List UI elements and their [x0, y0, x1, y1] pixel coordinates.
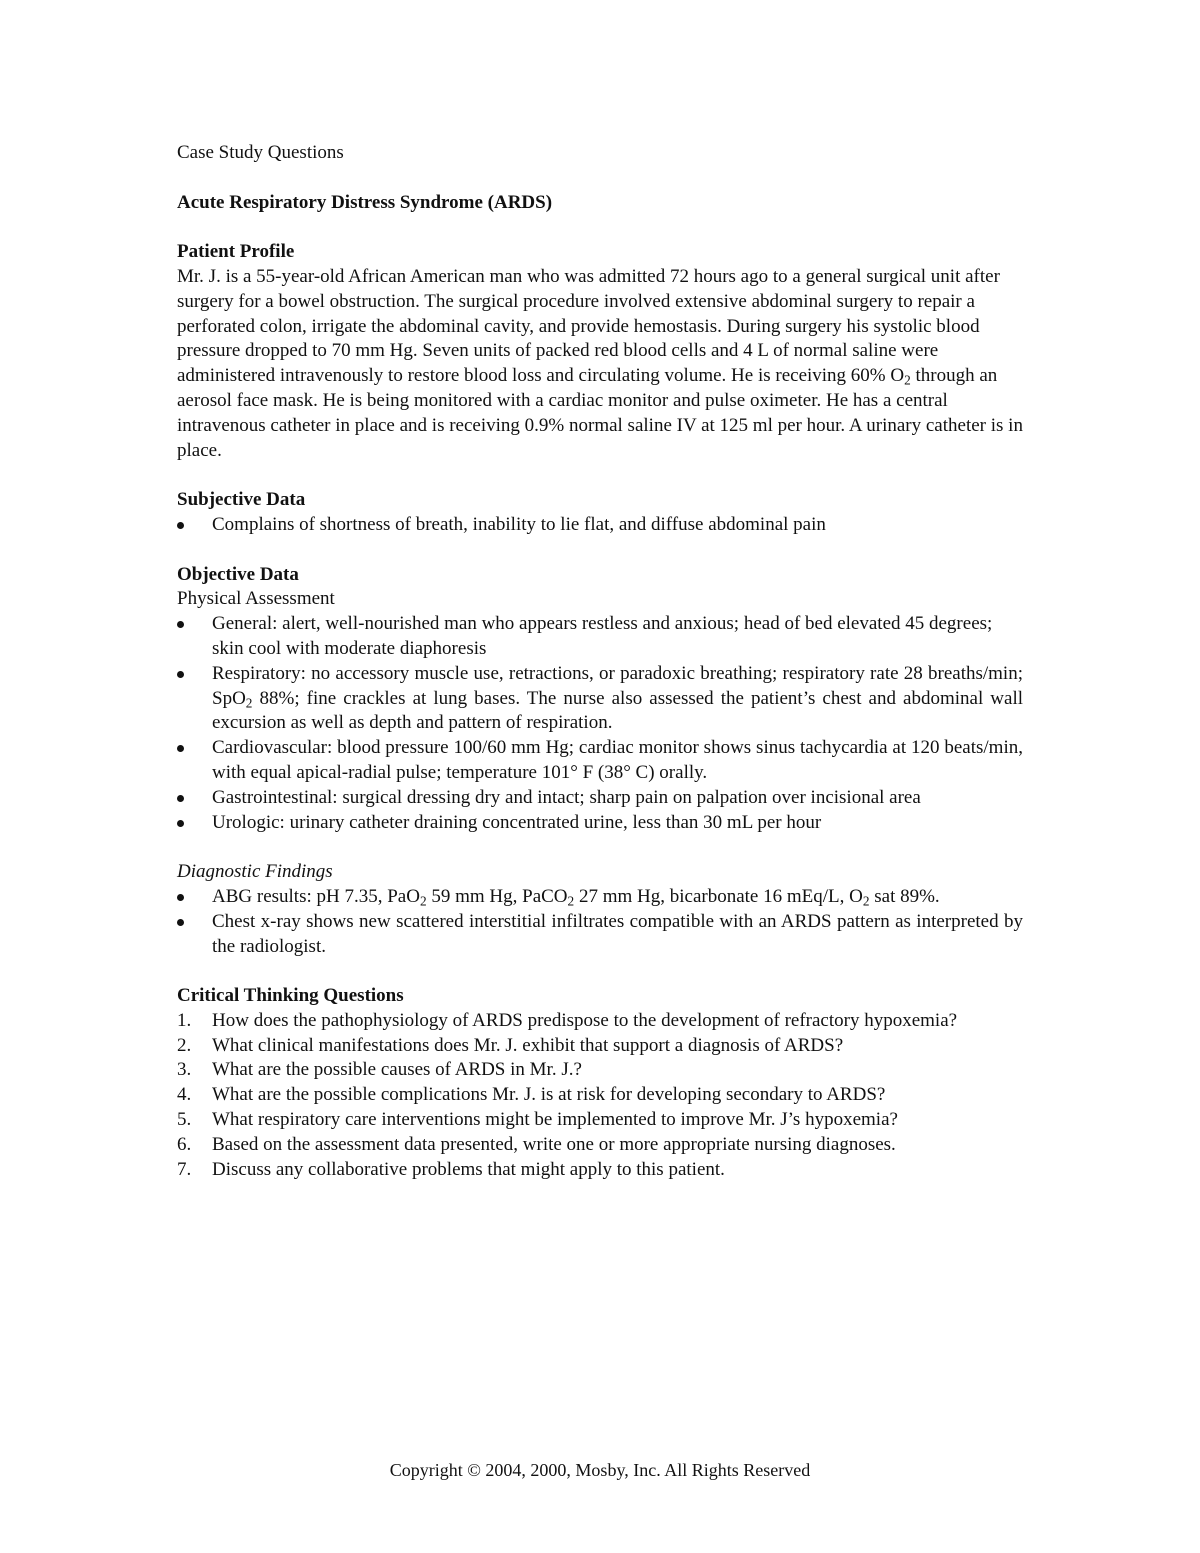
list-item-text: ABG results: pH 7.35, PaO: [212, 885, 420, 907]
list-item-text: How does the pathophysiology of ARDS predispose to the development of refractory hypoxemia?: [212, 1009, 958, 1031]
document-title: Acute Respiratory Distress Syndrome (ARDS): [177, 191, 553, 213]
diagnostic-findings-heading: Diagnostic Findings: [177, 861, 333, 883]
subjective-data-list: [177, 513, 1023, 538]
list-number: 7.: [177, 1158, 192, 1180]
physical-assessment-list: [177, 612, 1023, 835]
list-item-text: What respiratory care interventions might be implemented to improve Mr. J’s hypoxemia?: [212, 1109, 898, 1131]
list-item: [177, 885, 1023, 910]
list-item: [177, 811, 1023, 836]
patient-profile-text-part: through an aerosol face mask. He is being monitored with a cardiac monitor and pulse oximeter. He has a central intravenous catheter in place and is receiving 0.9% normal saline IV at 125 ml per hour. A urinary catheter is in place.: [177, 365, 1023, 461]
list-item-text: Cardiovascular: blood pressure 100/60 mm Hg; cardiac monitor shows sinus tachycardia at 120 beats/min, with equal apical-radial pulse; temperature 101° F (38° C) orally.: [212, 737, 1023, 783]
subjective-data-section: [177, 488, 1023, 538]
o2-sat-subscript: 2: [862, 893, 870, 909]
bullet-icon: [177, 745, 184, 752]
list-item-text: 27 mm Hg, bicarbonate 16 mEq/L, O: [574, 885, 863, 907]
list-item-text: What are the possible causes of ARDS in Mr. J.?: [212, 1059, 582, 1081]
bullet-icon: [177, 621, 184, 628]
critical-thinking-heading: Critical Thinking Questions: [177, 985, 404, 1007]
list-item: [177, 1009, 1023, 1034]
bullet-icon: [177, 919, 184, 926]
pao2-subscript: 2: [419, 893, 427, 909]
list-item: [177, 1083, 1023, 1108]
bullet-icon: [177, 671, 184, 678]
list-item-text: Based on the assessment data presented, write one or more appropriate nursing diagnoses.: [212, 1133, 896, 1155]
objective-data-section: [177, 563, 1023, 836]
list-item-text: General: alert, well-nourished man who appears restless and anxious; head of bed elevated 45 degrees; skin cool with moderate diaphoresis: [212, 613, 993, 659]
critical-thinking-section: [177, 984, 1023, 1182]
list-number: 3.: [177, 1059, 192, 1081]
paco2-subscript: 2: [567, 893, 575, 909]
list-item-text: Respiratory: no accessory muscle use, retractions, or paradoxic breathing; respiratory rate 28 breaths/min; SpO: [212, 662, 1023, 709]
patient-profile-text-part: Mr. J. is a 55-year-old African American man who was admitted 72 hours ago to a general surgical unit after surgery for a bowel obstruction. The surgical procedure involved extensive abdominal surgery to repair a perforated colon, irrigate the abdominal cavity, and provide hemostasis. During surgery his systolic blood pressure dropped to 70 mm Hg. Seven units of packed red blood cells and 4 L of normal saline were administered intravenously to restore blood loss and circulating volume. He is receiving 60% O: [177, 265, 1000, 387]
spo2-subscript: 2: [245, 694, 253, 710]
list-number: 2.: [177, 1034, 192, 1056]
list-item: [177, 1058, 1023, 1083]
bullet-icon: [177, 820, 184, 827]
list-item: [177, 1034, 1023, 1059]
copyright-footer: Copyright © 2004, 2000, Mosby, Inc. All Rights Reserved: [389, 1460, 811, 1480]
list-item: [177, 513, 1023, 538]
list-number: 6.: [177, 1133, 192, 1155]
patient-profile-heading: Patient Profile: [177, 241, 295, 263]
subjective-data-heading: Subjective Data: [177, 489, 306, 511]
list-item: [177, 662, 1023, 736]
o2-subscript: 2: [904, 372, 911, 388]
bullet-icon: [177, 795, 184, 802]
list-item: [177, 1133, 1023, 1158]
list-item-text: What clinical manifestations does Mr. J. exhibit that support a diagnosis of ARDS?: [212, 1034, 844, 1056]
list-item-text: Complains of shortness of breath, inability to lie flat, and diffuse abdominal pain: [212, 513, 826, 535]
document-page: [177, 141, 1023, 1182]
list-item: [177, 910, 1023, 960]
patient-profile-section: [177, 240, 1023, 463]
list-item: [177, 612, 1023, 662]
diagnostic-findings-list: [177, 885, 1023, 959]
list-number: 1.: [177, 1009, 192, 1031]
list-item: [177, 786, 1023, 811]
list-item-text: 59 mm Hg, PaCO: [426, 885, 568, 907]
list-item-text: Gastrointestinal: surgical dressing dry and intact; sharp pain on palpation over incisional area: [212, 786, 921, 808]
list-item-text: sat 89%.: [869, 885, 940, 907]
list-number: 5.: [177, 1109, 192, 1131]
bullet-icon: [177, 894, 184, 901]
critical-thinking-list: [177, 1009, 1023, 1183]
list-item-text: 88%; fine crackles at lung bases. The nurse also assessed the patient’s chest and abdominal wall excursion as well as depth and pattern of respiration.: [212, 687, 1023, 734]
list-item: [177, 1158, 1023, 1183]
list-item-text: Chest x-ray shows new scattered interstitial infiltrates compatible with an ARDS pattern as interpreted by the radiologist.: [212, 910, 1023, 957]
physical-assessment-subheading: Physical Assessment: [177, 588, 335, 610]
list-item: [177, 736, 1023, 786]
diagnostic-findings-section: [177, 860, 1023, 959]
list-item-text: What are the possible complications Mr. J. is at risk for developing secondary to ARDS?: [212, 1084, 886, 1106]
list-item: [177, 1108, 1023, 1133]
list-item-text: Urologic: urinary catheter draining concentrated urine, less than 30 mL per hour: [212, 811, 822, 833]
bullet-icon: [177, 522, 184, 529]
list-number: 4.: [177, 1084, 192, 1106]
patient-profile-text: [177, 265, 1023, 463]
objective-data-heading: Objective Data: [177, 563, 299, 585]
document-label: Case Study Questions: [177, 142, 344, 163]
list-item-text: Discuss any collaborative problems that might apply to this patient.: [212, 1158, 725, 1180]
